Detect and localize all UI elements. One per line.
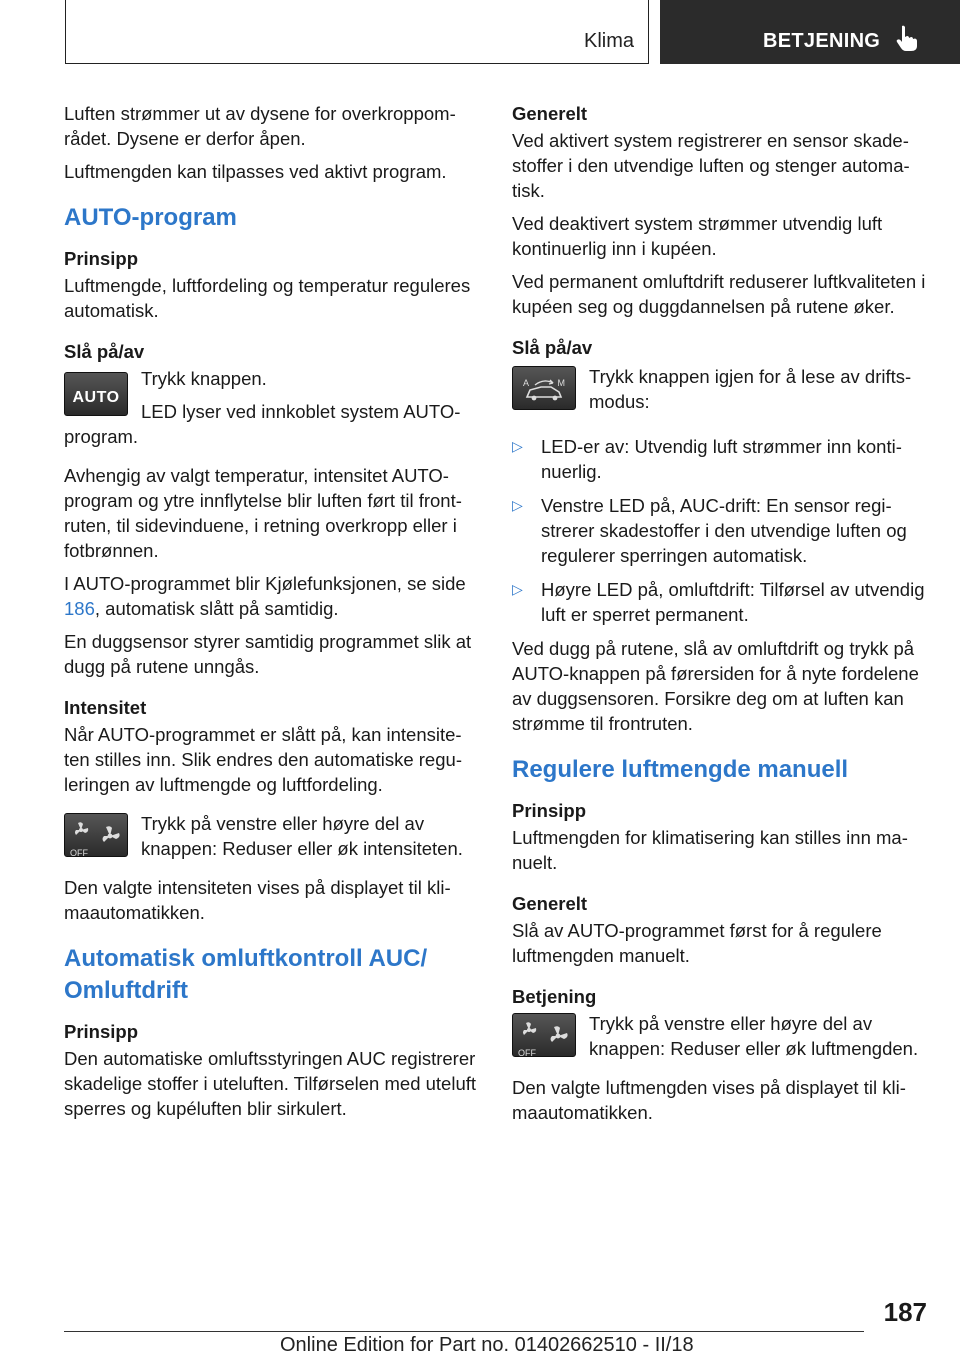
car-recirculation-icon — [513, 367, 575, 409]
auc-prinsipp-heading: Prinsipp — [64, 1021, 139, 1042]
kjole-text — [64, 571, 477, 621]
generelt-text-1: Ved aktivert system registrerer en sensor skadestoffer i den utvendige luften og stenger automatisk. — [512, 130, 910, 201]
generelt-text-2: Ved deaktivert system strømmer utvendig luft kontinuerlig inn i kupéen. — [512, 213, 883, 259]
auto-program-heading: AUTO-program — [64, 204, 237, 231]
list-item: ▷ Venstre LED på, AUC-drift: En sensor registrerer skadestoffer i den utvendige luften og regulerer sperringen automatisk. — [512, 493, 928, 568]
generelt-text-3: Ved permanent omluftdrift reduserer luftkvaliteten i kupéen seg og duggdannelsen på rutene øker. — [512, 271, 926, 317]
header-section-label: Klima — [583, 30, 634, 52]
header-chapter-label: BETJENING — [763, 30, 881, 52]
fan-button-icon-right — [512, 1013, 576, 1057]
sla-pa-av-heading-right: Slå på/av — [512, 337, 593, 358]
betjening-button-text: Trykk på venstre eller høyre del av knappen: Reduser eller øk luftmengden. — [589, 1013, 919, 1059]
intro-paragraph: Luften strømmer ut av dysene for overkroppområdet. Dysene er derfor åpen. — [64, 103, 456, 149]
manuell-generelt-heading: Generelt — [512, 893, 588, 914]
prinsipp-heading: Prinsipp — [64, 248, 139, 269]
prinsipp-text: Luftmengde, luftfordeling og temperatur reguleres automatisk. — [64, 275, 471, 321]
intensitet-button-text: Trykk på venstre eller høyre del av knappen: Reduser eller øk intensiteten. — [141, 813, 463, 859]
recirculation-button-icon — [512, 366, 576, 410]
avhengig-text: Avhengig av valgt temperatur, intensitet AUTO-program og ytre innflytelse blir luften ført til frontruten, til sidevinduene, i retning overkropp eller i fotbrønnen. — [64, 465, 462, 561]
fan-button-icon — [64, 813, 128, 857]
header-section-box — [65, 0, 649, 64]
manuell-prinsipp-text: Luftmengden for klimatisering kan stilles inn manuelt. — [512, 827, 908, 873]
betjening-heading: Betjening — [512, 986, 597, 1007]
duggsensor-text: En duggsensor styrer samtidig programmet slik at dugg på rutene unngås. — [64, 631, 472, 677]
left-column — [64, 101, 477, 1129]
recirculation-button-row — [512, 364, 928, 414]
manuell-heading: Regulere luftmengde manuell — [512, 756, 849, 783]
intensity-button-row — [64, 811, 477, 861]
kjole-text-pre: I AUTO-programmet blir Kjølefunksjonen, se side — [64, 573, 466, 594]
manuell-prinsipp-heading: Prinsipp — [512, 800, 587, 821]
hand-pointer-icon — [895, 24, 919, 52]
list-item: ▷ LED-er av: Utvendig luft strømmer inn kontinuerlig. — [512, 434, 928, 484]
led-mode-list — [512, 434, 928, 627]
intensitet-text: Når AUTO-programmet er slått på, kan intensiteten stilles inn. Slik endres den automatiske reguleringen av luftmengde og luftfordeling. — [64, 724, 462, 795]
airflow-display-text: Den valgte luftmengden vises på displayet til klimaautomatikken. — [512, 1077, 906, 1123]
auto-button-icon — [64, 372, 128, 416]
recirculation-press-text: Trykk knappen igjen for å lese av driftsmodus: — [589, 366, 912, 412]
header-chapter-box — [660, 0, 960, 64]
intensitet-heading: Intensitet — [64, 697, 147, 718]
kjole-text-post: , automatisk slått på samtidig. — [94, 598, 339, 619]
sla-pa-av-heading: Slå på/av — [64, 341, 145, 362]
dugg-text: Ved dugg på rutene, slå av omluftdrift og trykk på AUTO-knappen på førersiden for å nyte fordelene av duggsensoren. Forsikre deg om at luften kan strømme til frontruten. — [512, 638, 919, 734]
fan-off-label-right: OFF — [518, 1048, 536, 1058]
intensitet-display-text: Den valgte intensiteten vises på displayet til klimaautomatikken. — [64, 877, 451, 923]
footer-edition-text: Online Edition for Part no. 01402662510 - II/18 — [280, 1334, 694, 1356]
page-number: 187 — [883, 1297, 927, 1327]
airflow-button-row — [512, 1011, 928, 1061]
list-item: ▷ Høyre LED på, omluftdrift: Tilførsel av utvendig luft er sperret permanent. — [512, 577, 928, 627]
recirc-a-label: A — [523, 378, 530, 388]
auto-button-row — [64, 366, 477, 406]
recirc-m-label: M — [557, 378, 565, 388]
manuell-generelt-text: Slå av AUTO-programmet først for å regulere luftmengden manuelt. — [512, 920, 882, 966]
auto-button-label: AUTO — [72, 389, 120, 406]
generelt-heading: Generelt — [512, 103, 588, 124]
fan-off-label: OFF — [70, 848, 88, 858]
led-text: LED lyser ved innkoblet system AUTO-program. — [64, 401, 461, 447]
footer-divider — [64, 1331, 864, 1332]
page-link-186[interactable]: 186 — [64, 598, 95, 619]
auc-text: Den automatiske omluftsstyringen AUC registrerer skadelige stoffer i uteluften. Tilførselen med uteluft sperres og kupéluften blir sirkulert. — [64, 1048, 477, 1119]
right-column — [512, 101, 928, 1133]
auc-heading: Automatisk omluftkontroll AUC/ Omluftdrift — [64, 945, 428, 1004]
intro-paragraph-2: Luftmengden kan tilpasses ved aktivt program. — [64, 161, 447, 182]
auto-press-text: Trykk knappen. — [141, 368, 267, 389]
